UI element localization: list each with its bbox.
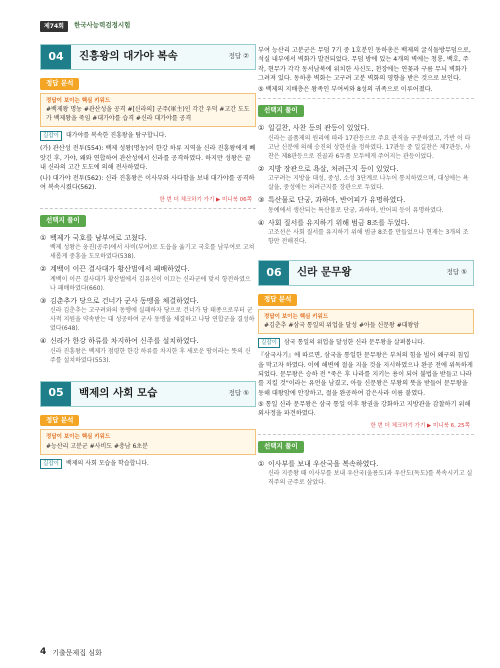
option-statement: 일길찬, 사찬 등의 관등이 있었다. (268, 124, 370, 133)
option-item (40, 233, 256, 262)
q04-title: 진흥왕의 대가야 복속 (79, 50, 178, 63)
option-item (40, 264, 256, 293)
option-number: ① (40, 233, 47, 242)
option-number: ③ (40, 296, 47, 305)
q04-keyword-box (40, 93, 256, 127)
option-explanation: 신라 진흥왕은 백제가 점령한 한강 하류를 차지한 후 새로운 땅이라는 뜻의 신주를 설치하였다(553). (50, 347, 251, 364)
option-item (40, 296, 256, 334)
q06-options-tag: 선택지 풀이 (258, 441, 304, 453)
option-number: ① (258, 124, 265, 133)
q04-guide (40, 131, 256, 141)
q04-explanation-2: (나) 대가야 전투(562): 신라 진흥왕은 이사부와 사다함을 보내 대가야를 공격하여 복속시켰다(562). (40, 175, 255, 192)
q05-options-tag: 선택지 풀이 (258, 105, 304, 117)
q05-header (40, 381, 256, 407)
divider (258, 98, 474, 99)
guide-badge: 길잡이 (40, 459, 62, 469)
option-number: ④ (258, 218, 265, 227)
option-item (258, 164, 474, 193)
option-statement: 특산물로 단궁, 과하마, 반어피가 유명하였다. (268, 196, 406, 205)
q04-answer: 정답 ② (228, 52, 249, 61)
q05-number: 05 (41, 382, 71, 406)
q05-title: 백제의 사회 모습 (79, 386, 158, 399)
option-item (258, 218, 474, 247)
q05-explanation-2: ⑤ 백제의 지배층은 왕족인 부여씨와 8성의 귀족으로 이루어졌다. (258, 86, 433, 94)
option-statement: 백제가 국호를 남부여로 고쳤다. (50, 233, 147, 242)
q05-analysis-tag: 정답 분석 (40, 415, 79, 427)
option-statement: 김춘추가 당으로 건너가 군사 동맹을 체결하였다. (50, 296, 199, 305)
q06-keyword-box (258, 309, 474, 334)
option-number: ③ (258, 196, 265, 205)
q05-explanation-1: 부여 능산리 고분군은 무덤 7기 중 1호분인 동하총은 백제의 굴식돌방무덤으로, 석실 내부에서 벽화가 발견되었다. 무덤 방에 있는 4개의 벽에는 청룡, 백호, 주작, 현무가 각각 동서남북에 위치한 사신도, 천장에는 연꽃과 구름 무늬 벽화가 그려져 있다. 동하총 벽화는 고구려 고분 벽화의 영향을 받은 것으로 보인다. (258, 47, 471, 82)
option-statement: 계백이 이끈 결사대가 황산벌에서 패배하였다. (50, 265, 190, 274)
q05-guide (40, 459, 256, 469)
q06-title: 신라 문무왕 (297, 266, 352, 279)
keyword-text: #백제왕 명농 #관산성을 공격 #[신라의] 군주(軍主)인 각간 우덕 #고간 도도가 백제왕을 죽임 #대가야를 습격 #신라 대가야를 공격 (46, 106, 250, 122)
exam-number-badge: 제74회 (40, 21, 68, 32)
keyword-text: #김춘추 #삼국 통일의 위업을 달성 #아들 신문왕 #대왕암 (264, 322, 420, 330)
q06-explanation-2: ⑤ 통일 신라 문무왕은 삼국 통일 이후 왕권을 강화하고 지방관을 감찰하기 위해 외사정을 파견하였다. (258, 400, 471, 418)
q05-keyword-box (40, 429, 256, 454)
guide-text: 대가야를 복속한 진흥왕을 탐구합니다. (65, 132, 167, 139)
option-explanation: 신라 지증왕 때 이사부를 보내 우산국(울릉도)과 우산도(독도)를 복속시키고 실직주의 군주로 삼았다. (268, 470, 473, 487)
right-column (258, 44, 474, 487)
keyword-box-title: 정답이 보이는 핵심 키워드 (264, 313, 329, 320)
option-explanation: 동예에서 생산되는 특산물로 단궁, 과하마, 반어피 등이 유명하였다. (268, 206, 444, 214)
option-statement: 이사부를 보내 우산국을 복속하였다. (268, 459, 379, 468)
page-footer (40, 646, 102, 660)
guide-text: 백제의 사회 모습을 학습합니다. (65, 459, 149, 467)
option-statement: 신라가 한강 하류를 차지하여 신주를 설치하였다. (50, 337, 199, 346)
q04-minibook-link[interactable]: 한 번 더 체크하기 가기 ▶ 미니북 06쪽 (159, 196, 252, 203)
option-number: ② (258, 164, 265, 173)
keyword-box-title: 정답이 보이는 핵심 키워드 (46, 97, 111, 104)
q06-analysis-tag: 정답 분석 (258, 294, 297, 306)
guide-text: 삼국 통일의 위업을 달성한 신라 문무왕을 살펴봅니다. (283, 339, 425, 347)
q06-minibook-link[interactable]: 한 번 더 체크하기 가기 ▶ 미니북 6, 25쪽 (370, 422, 470, 429)
q06-number: 06 (259, 261, 289, 285)
option-number: ② (40, 265, 47, 274)
guide-badge: 길잡이 (258, 338, 280, 348)
q06-explanation-1: 『삼국사기』에 따르면, 삼국을 통일한 문무왕은 부처의 힘을 빌어 왜구의 침입을 막고자 하였다. 이에 해변에 절을 지을 것을 지시하였으나 완공 전에 위독하게 되었다. 문무왕은 승하 전 "죽은 후 나라를 지키는 용이 되어 불법을 받들고 나라를 지킬 것"이라는 유언을 남겼고, 아들 신문왕은 부왕의 뜻을 받들어 문무왕을 동해 대왕암에 안장하고, 절을 완공하여 감은사라 이름 붙였다. (258, 352, 473, 397)
option-item (258, 195, 474, 215)
book-title: 기출문제집 심화 (52, 648, 102, 657)
guide-badge: 길잡이 (40, 131, 62, 141)
option-explanation: 고조선은 사회 질서를 유지하기 위해 범금 8조를 만들었으나 현재는 3개의 조항만 전해진다. (268, 229, 469, 246)
divider (258, 434, 474, 435)
q04-header (40, 44, 256, 70)
option-number: ① (258, 459, 265, 468)
q06-guide (258, 338, 474, 348)
q04-number: 04 (41, 45, 71, 69)
option-item (40, 336, 256, 365)
option-explanation: 백제 성왕은 웅진(공주)에서 사비(부여)로 도읍을 옮기고 국호를 남부여로 고쳐 새롭게 중흥을 도모하였다(538). (50, 244, 255, 261)
option-statement: 사회 질서를 유지하기 위해 범금 8조를 두었다. (268, 218, 410, 227)
q04-explanation-1: (가) 관산성 전투(554): 백제 성왕(명농)이 한강 하류 지역을 신라 진흥왕에게 빼앗긴 후, 가야, 왜와 연합하여 관산성에서 신라를 공격하였다. 하지만 성왕은 끝내 신라의 고간 도도에 의해 전사하였다. (40, 145, 256, 171)
option-statement: 지방 장관으로 욕살, 처려근지 등이 있었다. (268, 164, 399, 173)
option-item (258, 459, 474, 488)
q05-answer: 정답 ⑤ (228, 388, 249, 397)
left-column (40, 44, 256, 472)
page-number: 4 (40, 647, 47, 657)
option-explanation: 계백이 이끈 결사대가 황산벌에서 김유신이 이끄는 신라군에 맞서 항전하였으나 패배하였다(660). (50, 275, 251, 292)
q06-answer: 정답 ⑤ (446, 268, 467, 277)
option-explanation: 신라는 골품제의 원리에 따라 17관등으로 주요 관직을 구분하였고, 가반 이 타고난 신분에 의해 승진의 상한선을 정하였다. 17관등 중 일길찬은 제7관등, 사찬은 제8관등으로 진골과 6두품 모두에게 주어지는 관등이었다. (268, 134, 471, 160)
page-header (40, 20, 130, 32)
exam-title: 한국사능력검정시험 (73, 21, 131, 30)
q06-header (258, 260, 474, 286)
option-number: ④ (40, 337, 47, 346)
q04-analysis-tag: 정답 분석 (40, 78, 79, 90)
keyword-box-title: 정답이 보이는 핵심 키워드 (46, 434, 111, 441)
q04-options-tag: 선택지 풀이 (40, 215, 86, 227)
keyword-text: #능산리 고분군 #사비도 #충남 6초분 (46, 442, 148, 450)
option-item (258, 123, 474, 161)
divider (40, 208, 256, 209)
option-explanation: 고구려는 지방을 대성, 중성, 소성 3단계로 나누어 통치하였으며, 대성에는 욕살을, 중성에는 처려근지를 장관으로 두었다. (268, 175, 469, 192)
option-explanation: 신라 김춘추는 고구려와의 동맹에 실패하자 당으로 건너가 당 태종으로부터 군사적 지원을 약속받는 대 성공하여 군사 동맹을 체결하고 나당 연합군을 결성하였다(648). (50, 307, 255, 333)
